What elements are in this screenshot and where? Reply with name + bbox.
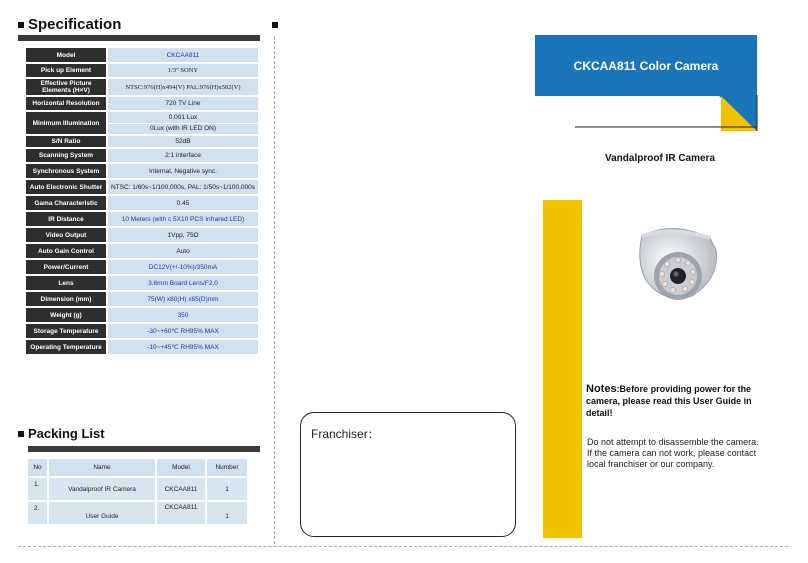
yellow-stripe (543, 200, 582, 538)
table-row (26, 275, 258, 291)
franchiser-label: Franchiser： (311, 427, 380, 441)
spec-value: Auto (107, 243, 258, 259)
spec-value: 1Vpp, 75Ω (107, 227, 258, 243)
cell-model: CKCAA811 (156, 501, 206, 525)
spec-value: NTSC:976(H)x494(V) PAL:976(H)x582(V) (107, 78, 258, 96)
spec-value: 10 Meters (with c 5X10 PCS Infrared LED) (107, 211, 258, 227)
spec-label: S/N Ratio (26, 135, 107, 148)
spec-label: Storage Temperature (26, 323, 107, 339)
table-row (26, 135, 258, 148)
spec-value: 52dB (107, 135, 258, 148)
spec-value: 75(W) x80(H) x65(D)mm (107, 291, 258, 307)
table-row (26, 339, 258, 355)
franchiser-box (300, 412, 516, 537)
spec-value: 350 (107, 307, 258, 323)
table-row (28, 501, 248, 525)
column-header: No (28, 459, 48, 477)
table-row (26, 78, 258, 96)
table-row (26, 259, 258, 275)
column-header: Model (156, 459, 206, 477)
cover-title: CKCAA811 Color Camera (573, 59, 719, 73)
packing-list-rule (28, 446, 260, 452)
table-row (26, 111, 258, 135)
spec-value: 0.45 (107, 195, 258, 211)
table-row (26, 323, 258, 339)
table-header-row (28, 459, 248, 477)
spec-label: Effective Picture Elements (H×V) (26, 78, 107, 96)
warning-text: Do not attempt to disassemble the camera. If the camera can not work, please contact local franchiser or our company. (587, 437, 759, 469)
table-row (26, 291, 258, 307)
cell-no: 2. (28, 501, 48, 525)
notes-heading: Notes (586, 383, 617, 395)
table-row (26, 307, 258, 323)
packing-list-title: Packing List (28, 426, 105, 441)
spec-label: Pick up Element (26, 63, 107, 78)
spec-label: Horizontal Resolution (26, 96, 107, 111)
spec-value: 2:1 interface (107, 148, 258, 163)
spec-label: Model (26, 48, 107, 63)
spec-label: Weight (g) (26, 307, 107, 323)
specification-rule (18, 35, 260, 41)
column-header: Number (206, 459, 248, 477)
spec-value: DC12V(+/-10%)/350mA (107, 259, 258, 275)
spec-value: 720 TV Line (107, 96, 258, 111)
notes-block (586, 383, 758, 419)
spec-label: Auto Gain Control (26, 243, 107, 259)
table-row (26, 148, 258, 163)
table-row (28, 477, 248, 501)
spec-label: Video Output (26, 227, 107, 243)
spec-label: IR Distance (26, 211, 107, 227)
table-row (26, 211, 258, 227)
spec-label: Minimum Illumination (26, 111, 107, 135)
cell-number: 1 (206, 477, 248, 501)
cell-name: User Guide (48, 501, 156, 525)
fold-line (274, 36, 275, 544)
spec-label: Auto Electronic Shutter (26, 179, 107, 195)
table-row (26, 96, 258, 111)
cell-name: Vandalproof IR Camera (48, 477, 156, 501)
camera-image (632, 218, 722, 304)
table-row (26, 163, 258, 179)
spec-label: Operating Temperature (26, 339, 107, 355)
spec-label: Lens (26, 275, 107, 291)
spec-label: Scanning System (26, 148, 107, 163)
spec-value: CKCAA811 (107, 48, 258, 63)
spec-value: -30~+60℃ RH95% MAX (107, 323, 258, 339)
notes-text: :Before providing power for the camera, please read this User Guide in detail! (586, 384, 752, 418)
table-row (26, 195, 258, 211)
spec-value: 3.6mm Board Lens/F2.0 (107, 275, 258, 291)
spec-label: Gama Characteristic (26, 195, 107, 211)
spec-value: NTSC: 1/60s~1/100,000s, PAL: 1/50s~1/100,000s (107, 179, 258, 195)
table-row (26, 48, 258, 63)
banner-corner-decoration (535, 35, 765, 131)
table-row (26, 243, 258, 259)
section-bullet-icon (272, 22, 278, 28)
table-row (26, 63, 258, 78)
cell-model: CKCAA811 (156, 477, 206, 501)
column-header: Name (48, 459, 156, 477)
specification-title: Specification (28, 16, 122, 33)
spec-value: -10~+45℃ RH95% MAX (107, 339, 258, 355)
cell-no: 1. (28, 477, 48, 501)
spec-label: Power/Current (26, 259, 107, 275)
cover-subtitle: Vandalproof IR Camera (604, 153, 716, 164)
table-row (26, 179, 258, 195)
spec-value: Internal, Negative sync. (107, 163, 258, 179)
spec-label: Synchronous System (26, 163, 107, 179)
fold-line (18, 546, 788, 547)
spec-value-line: 0.001 Lux (108, 112, 258, 124)
spec-label: Dimension (mm) (26, 291, 107, 307)
packing-table (28, 459, 249, 526)
spec-value (107, 111, 258, 135)
section-bullet-icon (18, 431, 24, 437)
section-bullet-icon (18, 22, 24, 28)
cell-number: 1 (206, 501, 248, 525)
spec-value-line: 0Lux (with IR LED ON) (149, 125, 217, 132)
spec-value: 1/3" SONY (107, 63, 258, 78)
specification-table (26, 48, 258, 356)
table-row (26, 227, 258, 243)
